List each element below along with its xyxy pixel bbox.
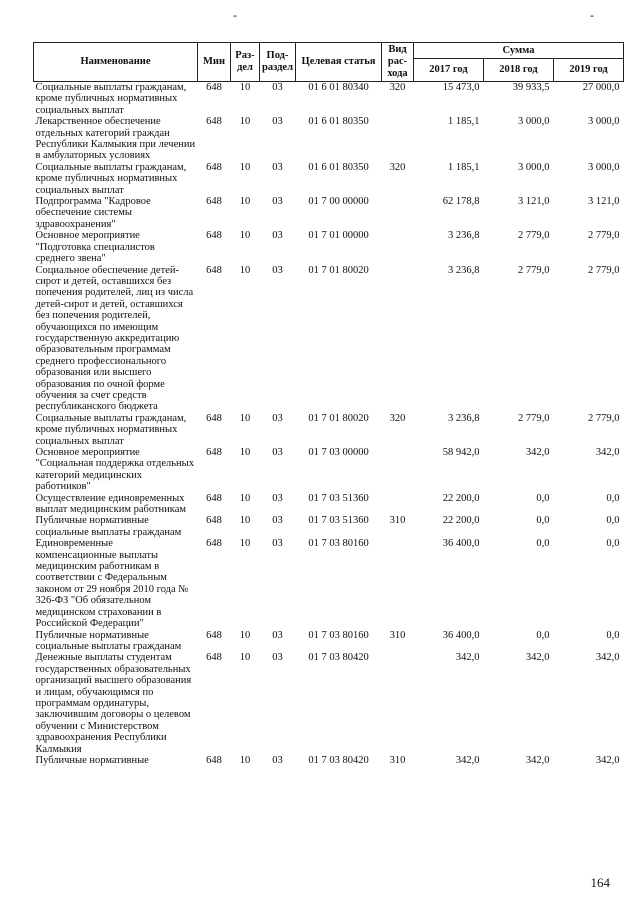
cell-2018: 3 121,0 [518, 196, 550, 208]
cell-2017: 15 473,0 [442, 82, 480, 93]
cell-name: Социальные выплаты гражданам, кроме публичных нормативных социальных выплат [35, 412, 187, 447]
cell-2018: 0,0 [536, 515, 550, 527]
cell-name: Публичные нормативные социальные выплаты гражданам [35, 629, 182, 652]
cell-min: 648 [206, 230, 222, 242]
cell-target: 01 7 03 80160 [308, 538, 369, 550]
top-mark-left: - [233, 8, 237, 22]
cell-2018: 3 000,0 [518, 161, 550, 173]
cell-2017: 1 185,1 [448, 161, 480, 173]
header-2017: 2017 год [414, 59, 484, 82]
cell-min: 648 [206, 652, 222, 664]
header-podrazdel: Под-раздел [260, 43, 296, 82]
cell-razdel: 10 [239, 161, 251, 173]
header-2018: 2018 год [484, 59, 554, 82]
cell-target: 01 7 00 00000 [308, 196, 369, 208]
cell-podrazdel: 03 [272, 82, 283, 93]
cell-vid [382, 116, 414, 162]
cell-2017: 62 178,8 [442, 196, 480, 208]
cell-target: 01 7 03 51360 [308, 515, 369, 527]
header-vid: Вид рас-хода [382, 43, 414, 82]
cell-name: Социальные выплаты гражданам, кроме публичных нормативных социальных выплат [35, 161, 187, 196]
cell-2019: 0,0 [606, 515, 620, 527]
cell-vid [382, 652, 414, 755]
cell-name: Единовременные компенсационные выплаты медицинским работникам в соответствии с Федеральным законом от 29 ноября 2010 года № 326-ФЗ "Об обязательном медицинском страховании в Российской Федерации" [35, 538, 189, 630]
cell-podrazdel: 03 [272, 538, 283, 550]
cell-podrazdel: 03 [272, 230, 283, 242]
cell-min: 648 [206, 538, 222, 550]
cell-2018: 342,0 [525, 447, 550, 458]
cell-2019: 342,0 [595, 447, 620, 458]
header-2019: 2019 год [554, 59, 624, 82]
cell-razdel: 10 [239, 412, 251, 424]
cell-podrazdel: 03 [272, 196, 283, 208]
cell-2017: 3 236,8 [448, 412, 480, 424]
cell-razdel: 10 [239, 492, 251, 504]
cell-min: 648 [206, 196, 222, 208]
cell-target: 01 7 03 80420 [308, 754, 369, 766]
table-row [34, 493, 624, 516]
cell-2019: 0,0 [606, 538, 620, 550]
header-target: Целевая статья [296, 43, 382, 82]
cell-vid [382, 265, 414, 413]
cell-2019: 3 000,0 [588, 161, 620, 173]
cell-name: Лекарственное обеспечение отдельных категорий граждан Республики Калмыкия при лечении в амбулаторных условиях [35, 116, 196, 162]
cell-2018: 0,0 [536, 492, 550, 504]
cell-target: 01 7 03 51360 [308, 492, 369, 504]
cell-razdel: 10 [239, 629, 251, 641]
cell-vid: 320 [389, 82, 406, 93]
cell-2018: 2 779,0 [518, 264, 550, 276]
cell-target: 01 7 01 80020 [308, 412, 369, 424]
cell-2019: 342,0 [595, 652, 620, 664]
cell-2018: 2 779,0 [518, 230, 550, 242]
cell-target: 01 7 01 00000 [308, 230, 369, 242]
cell-name: Денежные выплаты студентам государственных образовательных организаций высшего образования и лицам, обучающимся по программам ординатуры, заключившим договоры о целевом обучении с Министерством здравоохранения Республики Калмыкия [35, 652, 192, 755]
cell-razdel: 10 [239, 754, 251, 766]
header-razdel: Раз-дел [231, 43, 260, 82]
cell-2017: 342,0 [455, 754, 480, 766]
cell-razdel: 10 [239, 515, 251, 527]
cell-vid [382, 538, 414, 629]
cell-2017: 22 200,0 [442, 492, 480, 504]
cell-target: 01 6 01 80340 [308, 82, 369, 93]
cell-vid: 320 [389, 161, 406, 173]
cell-2019: 0,0 [606, 629, 620, 641]
cell-name: Подпрограмма "Кадровое обеспечение системы здравоохранения" [35, 196, 151, 230]
cell-2019: 3 121,0 [588, 196, 620, 208]
cell-2018: 0,0 [536, 629, 550, 641]
cell-2019: 3 000,0 [588, 116, 620, 128]
table-row [34, 230, 624, 264]
cell-name: Публичные нормативные социальные выплаты гражданам [35, 515, 182, 538]
cell-min: 648 [206, 161, 222, 173]
cell-vid [382, 230, 414, 264]
cell-name: Публичные нормативные [35, 754, 149, 766]
cell-min: 648 [206, 82, 222, 93]
cell-name: Основное мероприятие "Подготовка специалистов среднего звена" [35, 230, 155, 265]
cell-razdel: 10 [239, 447, 251, 458]
cell-2019: 27 000,0 [582, 82, 620, 93]
table-row [34, 515, 624, 538]
cell-2018: 342,0 [525, 754, 550, 766]
cell-2017: 3 236,8 [448, 230, 480, 242]
table-row [34, 265, 624, 413]
cell-name: Социальное обеспечение детей-сирот и детей, оставшихся без попечения родителей, лиц из числа детей-сирот и детей, оставшихся без попечения родителей, обучающихся по имеющим государственную аккредитацию образовательным программам среднего профессионального образования или высшего образования по очной форме обучения за счет средств республиканского бюджета [35, 264, 194, 413]
cell-min: 648 [206, 754, 222, 766]
cell-min: 648 [206, 447, 222, 458]
top-mark-right: - [590, 8, 594, 22]
table-row [34, 755, 624, 766]
cell-2019: 0,0 [606, 492, 620, 504]
cell-2017: 3 236,8 [448, 264, 480, 276]
cell-min: 648 [206, 116, 222, 128]
cell-podrazdel: 03 [272, 264, 283, 276]
cell-vid: 320 [389, 412, 406, 424]
cell-podrazdel: 03 [272, 754, 283, 766]
cell-podrazdel: 03 [272, 629, 283, 641]
cell-2019: 342,0 [595, 754, 620, 766]
cell-vid [382, 196, 414, 230]
cell-min: 648 [206, 515, 222, 527]
cell-razdel: 10 [239, 652, 251, 664]
header-name: Наименование [34, 43, 198, 82]
cell-podrazdel: 03 [272, 447, 283, 458]
cell-vid [382, 447, 414, 493]
table-row [34, 538, 624, 629]
cell-podrazdel: 03 [272, 652, 283, 664]
cell-target: 01 7 01 80020 [308, 264, 369, 276]
cell-name: Осуществление единовременных выплат медицинским работникам [35, 492, 187, 516]
table-row [34, 652, 624, 755]
header-summa: Сумма [414, 43, 624, 59]
cell-vid: 310 [389, 629, 406, 641]
cell-2018: 3 000,0 [518, 116, 550, 128]
cell-vid: 310 [389, 515, 406, 527]
cell-razdel: 10 [239, 538, 251, 550]
cell-podrazdel: 03 [272, 116, 283, 128]
cell-2018: 39 933,5 [512, 82, 550, 93]
table-row [34, 82, 624, 117]
cell-podrazdel: 03 [272, 161, 283, 173]
page-number: 164 [590, 875, 610, 890]
cell-2017: 1 185,1 [448, 116, 480, 128]
cell-razdel: 10 [239, 196, 251, 208]
cell-2018: 2 779,0 [518, 412, 550, 424]
cell-target: 01 6 01 80350 [308, 161, 369, 173]
cell-target: 01 7 03 80420 [308, 652, 369, 664]
budget-table [33, 42, 624, 766]
table-row [34, 116, 624, 162]
cell-2019: 2 779,0 [588, 264, 620, 276]
cell-min: 648 [206, 412, 222, 424]
table-row [34, 630, 624, 653]
table-body [34, 82, 624, 767]
cell-2019: 2 779,0 [588, 230, 620, 242]
cell-min: 648 [206, 492, 222, 504]
cell-2017: 36 400,0 [442, 538, 480, 550]
cell-vid: 310 [389, 754, 406, 766]
header-min: Мин [198, 43, 231, 82]
cell-2018: 342,0 [525, 652, 550, 664]
table-row [34, 447, 624, 493]
cell-2019: 2 779,0 [588, 412, 620, 424]
table-row [34, 196, 624, 230]
cell-razdel: 10 [239, 230, 251, 242]
cell-target: 01 6 01 80350 [308, 116, 369, 128]
cell-2018: 0,0 [536, 538, 550, 550]
table-row [34, 413, 624, 447]
cell-name: Основное мероприятие "Социальная поддержка отдельных категорий медицинских работников" [35, 447, 194, 493]
cell-podrazdel: 03 [272, 515, 283, 527]
cell-razdel: 10 [239, 264, 251, 276]
cell-2017: 22 200,0 [442, 515, 480, 527]
table-row [34, 162, 624, 196]
cell-razdel: 10 [239, 82, 251, 93]
cell-vid [382, 493, 414, 516]
cell-2017: 36 400,0 [442, 629, 480, 641]
cell-min: 648 [206, 264, 222, 276]
cell-min: 648 [206, 629, 222, 641]
cell-podrazdel: 03 [272, 412, 283, 424]
cell-target: 01 7 03 80160 [308, 629, 369, 641]
cell-2017: 342,0 [455, 652, 480, 664]
cell-razdel: 10 [239, 116, 251, 128]
cell-2017: 58 942,0 [442, 447, 480, 458]
cell-podrazdel: 03 [272, 492, 283, 504]
cell-target: 01 7 03 00000 [308, 447, 369, 458]
cell-name: Социальные выплаты гражданам, кроме публичных нормативных социальных выплат [35, 82, 187, 116]
